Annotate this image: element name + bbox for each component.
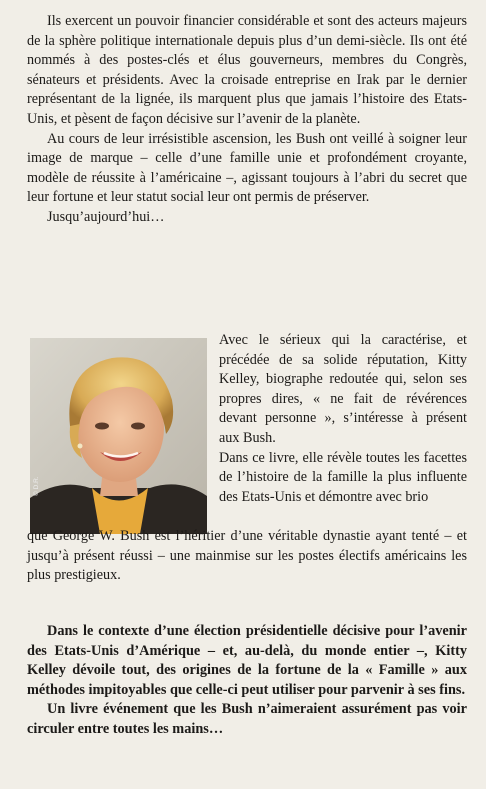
intro-paragraph-3: Jusqu’aujourd’hui…	[47, 208, 165, 225]
photo-credit: © D.R.	[33, 476, 40, 496]
intro-paragraph-2: Au cours de leur irrésistible ascension, les Bush ont veillé à soigner leur image de marque – celle d’une famille unie et profondément croyante, modèle de réussite à l’américaine –, agissant toujours à l’abri du secret que leur fortune et leur statut social leur ont permis de préserver.	[27, 130, 467, 206]
author-bio	[219, 331, 467, 507]
closing-paragraph-1: Dans le contexte d’une élection présidentielle décisive pour l’avenir des Etats-Unis d’Amérique – et, au-delà, du monde entier –, Kitty Kelley dévoile tout, des origines de la fortune de la « Famille » aux méthodes impitoyables que celle-ci peut utiliser pour parvenir à ses fins.	[27, 623, 467, 698]
closing-paragraph-2: Un livre événement que les Bush n’aimeraient assurément pas voir circuler entre toutes les mains…	[27, 701, 467, 737]
bio-paragraph-1: Avec le sérieux qui la caractérise, et précédée de sa solide réputation, Kitty Kelley, biographe redoutée qui, selon ses propres dires, « ne fait de révérences devant personne », s’intéresse à présent aux Bush.	[219, 332, 467, 446]
bio-paragraph-2-continued: que George W. Bush est l’héritier d’une véritable dynastie ayant tenté – et jusqu’à présent réussi – une mainmise sur les postes électifs américains les plus prestigieux.	[27, 528, 467, 584]
closing-text	[27, 622, 467, 740]
author-bio-continued	[27, 527, 467, 586]
author-photo	[30, 338, 207, 534]
intro-text	[27, 12, 467, 228]
intro-paragraph-1: Ils exercent un pouvoir financier considérable et sont des acteurs majeurs de la sphère politique internationale depuis plus d’un demi-siècle. Ils ont été nommés à des postes-clés et élus gouverneurs, membres du Congrès, sénateurs et présidents. Avec la croisade entreprise en Irak par le dernier représentant de la lignée, ils marquent plus que jamais l’histoire des Etats-Unis, et pèsent de façon décisive sur l’avenir de la planète.	[27, 13, 467, 127]
author-portrait-image	[30, 338, 207, 534]
bio-paragraph-2: Dans ce livre, elle révèle toutes les facettes de l’histoire de la famille la plus influente des Etats-Unis et démontre avec brio	[219, 449, 467, 505]
